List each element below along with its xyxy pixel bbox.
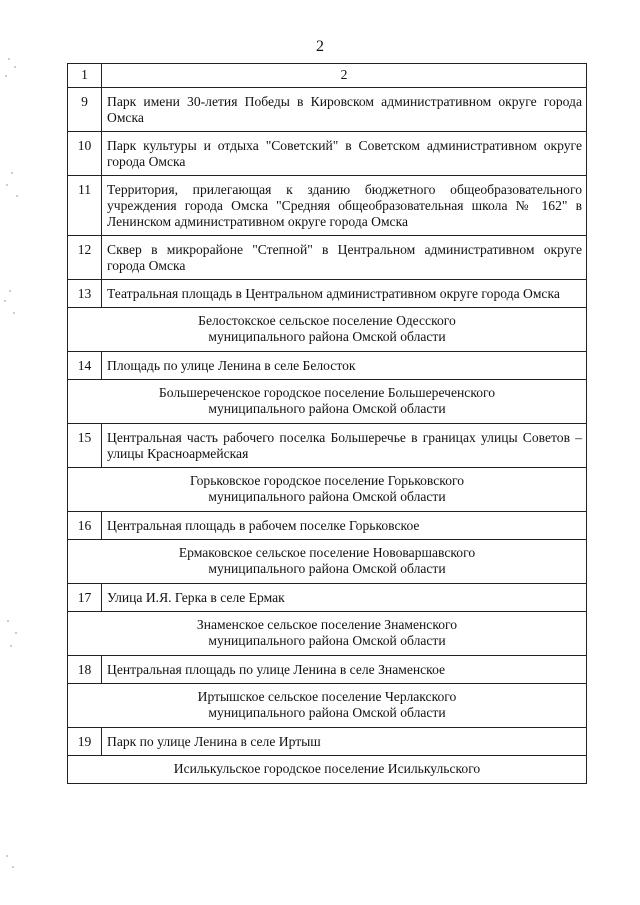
section-line-1: Горьковское городское поселение Горьковского bbox=[189, 473, 465, 488]
table-row bbox=[68, 176, 587, 236]
table-row bbox=[68, 424, 587, 468]
section-header-row bbox=[68, 308, 587, 352]
table-row bbox=[68, 584, 587, 612]
table-row bbox=[68, 352, 587, 380]
section-line-1: Большереченское городское поселение Большереченского bbox=[158, 385, 496, 400]
section-line-2: муниципального района Омской области bbox=[208, 489, 446, 504]
section-line-2: муниципального района Омской области bbox=[208, 329, 446, 344]
table-row bbox=[68, 280, 587, 308]
section-header bbox=[68, 308, 587, 352]
row-text: Парк по улице Ленина в селе Иртыш bbox=[102, 728, 587, 756]
section-line-2: муниципального района Омской области bbox=[208, 633, 446, 648]
section-header-row bbox=[68, 684, 587, 728]
section-header-row bbox=[68, 380, 587, 424]
row-number: 15 bbox=[68, 424, 102, 468]
row-number: 9 bbox=[68, 88, 102, 132]
section-line-1: Ермаковское сельское поселение Нововаршавского bbox=[178, 545, 476, 560]
section-line-1: Знаменское сельское поселение Знаменского bbox=[196, 617, 458, 632]
table-row bbox=[68, 656, 587, 684]
row-text: Улица И.Я. Герка в селе Ермак bbox=[102, 584, 587, 612]
table-row bbox=[68, 512, 587, 540]
section-header-row bbox=[68, 540, 587, 584]
header-col-number: 1 bbox=[68, 64, 102, 88]
row-number: 16 bbox=[68, 512, 102, 540]
table-header-row bbox=[68, 64, 587, 88]
section-header-row bbox=[68, 468, 587, 512]
row-text: Сквер в микрорайоне "Степной" в Центральном административном округе города Омска bbox=[102, 236, 587, 280]
places-table bbox=[67, 63, 587, 784]
row-number: 18 bbox=[68, 656, 102, 684]
section-header bbox=[68, 612, 587, 656]
row-text: Центральная площадь по улице Ленина в селе Знаменское bbox=[102, 656, 587, 684]
page-number: 2 bbox=[316, 38, 324, 55]
section-line-2: муниципального района Омской области bbox=[208, 561, 446, 576]
section-line-2: муниципального района Омской области bbox=[208, 705, 446, 720]
table-row bbox=[68, 236, 587, 280]
section-line-2: муниципального района Омской области bbox=[208, 401, 446, 416]
row-text: Парк культуры и отдыха "Советский" в Советском административном округе города Омска bbox=[102, 132, 587, 176]
row-number: 11 bbox=[68, 176, 102, 236]
section-header-row bbox=[68, 756, 587, 784]
section-line-1: Иртышское сельское поселение Черлакского bbox=[197, 689, 457, 704]
row-number: 17 bbox=[68, 584, 102, 612]
table-body bbox=[68, 64, 587, 784]
section-header bbox=[68, 380, 587, 424]
section-header-row bbox=[68, 612, 587, 656]
row-number: 12 bbox=[68, 236, 102, 280]
row-number: 10 bbox=[68, 132, 102, 176]
row-number: 13 bbox=[68, 280, 102, 308]
section-header bbox=[68, 540, 587, 584]
section-header bbox=[68, 468, 587, 512]
section-line-1: Исилькульское городское поселение Исилькульского bbox=[173, 761, 481, 776]
section-header bbox=[68, 756, 587, 784]
section-header bbox=[68, 684, 587, 728]
row-number: 14 bbox=[68, 352, 102, 380]
row-number: 19 bbox=[68, 728, 102, 756]
row-text: Центральная часть рабочего поселка Большеречье в границах улицы Советов – улицы Красноармейская bbox=[102, 424, 587, 468]
section-line-1: Белостокское сельское поселение Одесского bbox=[198, 313, 456, 328]
row-text: Территория, прилегающая к зданию бюджетного общеобразовательного учреждения города Омска "Средняя общеобразовательная школа № 162" в Ленинском административном округе города Омска bbox=[102, 176, 587, 236]
row-text: Центральная площадь в рабочем поселке Горьковское bbox=[102, 512, 587, 540]
table-row bbox=[68, 728, 587, 756]
header-col-name: 2 bbox=[102, 64, 587, 88]
row-text: Театральная площадь в Центральном административном округе города Омска bbox=[102, 280, 587, 308]
table-row bbox=[68, 88, 587, 132]
row-text: Площадь по улице Ленина в селе Белосток bbox=[102, 352, 587, 380]
row-text: Парк имени 30-летия Победы в Кировском административном округе города Омска bbox=[102, 88, 587, 132]
table-row bbox=[68, 132, 587, 176]
